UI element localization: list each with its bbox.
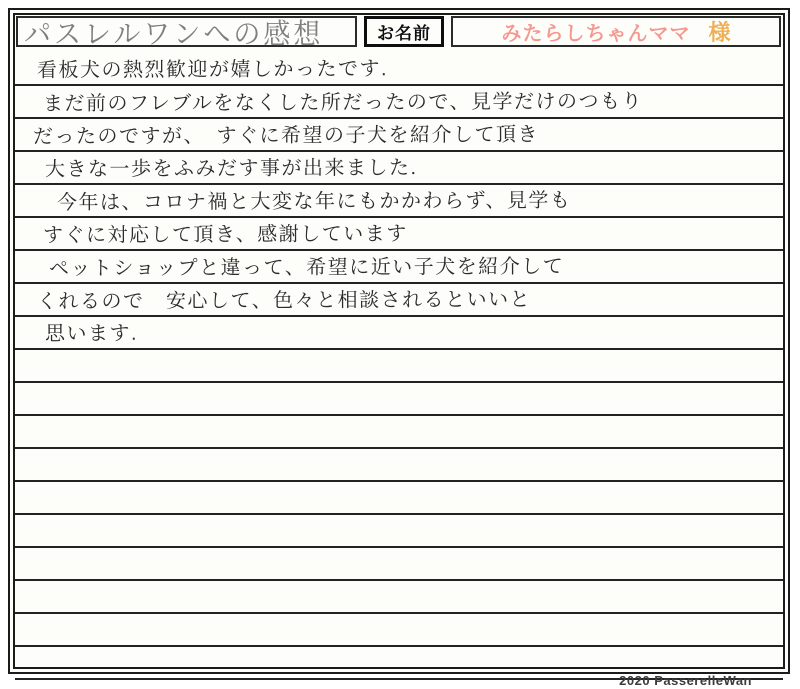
ruled-line bbox=[15, 383, 783, 416]
handwriting-line bbox=[15, 284, 783, 317]
handwriting-text: くれるので 安心して、色々と相談されるといいと bbox=[36, 288, 532, 314]
handwriting-text: 今年は、コロナ禍と大変な年にもかかわらず、見学も bbox=[56, 189, 572, 215]
ruled-line bbox=[15, 548, 783, 581]
handwriting-line bbox=[15, 152, 783, 185]
handwriting-line bbox=[15, 317, 783, 350]
ruled-writing-area bbox=[15, 49, 783, 689]
ruled-line bbox=[15, 614, 783, 647]
form-title: パスレルワンへの感想 bbox=[24, 18, 324, 50]
form-title-box bbox=[16, 16, 357, 50]
form-header bbox=[15, 15, 783, 49]
name-value-box bbox=[451, 16, 781, 47]
name-label-box bbox=[364, 16, 444, 47]
ruled-line bbox=[15, 515, 783, 548]
ruled-line bbox=[15, 482, 783, 515]
handwriting-text: すぐに対応して頂き、感謝しています bbox=[42, 223, 408, 247]
handwriting-text: まだ前のフレブルをなくした所だったので、見学だけのつもり bbox=[42, 90, 644, 116]
ruled-line bbox=[15, 416, 783, 449]
handwriting-text: 大きな一歩をふみだす事が出来ました. bbox=[44, 157, 418, 181]
handwriting-line bbox=[15, 185, 783, 218]
copyright-credit: 2020 PasserelleWan bbox=[619, 673, 752, 688]
feedback-form-sheet bbox=[8, 8, 790, 674]
handwriting-text: 看板犬の熱烈歓迎が嬉しかったです. bbox=[36, 58, 389, 82]
handwriting-text: 思います. bbox=[44, 322, 139, 346]
handwriting-text: ペットショップと違って、希望に近い子犬を紹介して bbox=[48, 255, 565, 281]
honorific-sama: 様 bbox=[708, 20, 731, 45]
handwriting-line bbox=[15, 251, 783, 284]
name-label: お名前 bbox=[377, 24, 431, 43]
ruled-line bbox=[15, 449, 783, 482]
handwriting-line bbox=[15, 218, 783, 251]
ruled-line bbox=[15, 581, 783, 614]
name-value: みたらしちゃんママ bbox=[501, 23, 691, 45]
handwriting-text: だったのですが、 すぐに希望の子犬を紹介して頂き bbox=[32, 123, 540, 149]
handwriting-line bbox=[15, 86, 783, 119]
handwriting-line bbox=[15, 119, 783, 152]
ruled-line bbox=[15, 350, 783, 383]
handwriting-line bbox=[15, 49, 783, 86]
